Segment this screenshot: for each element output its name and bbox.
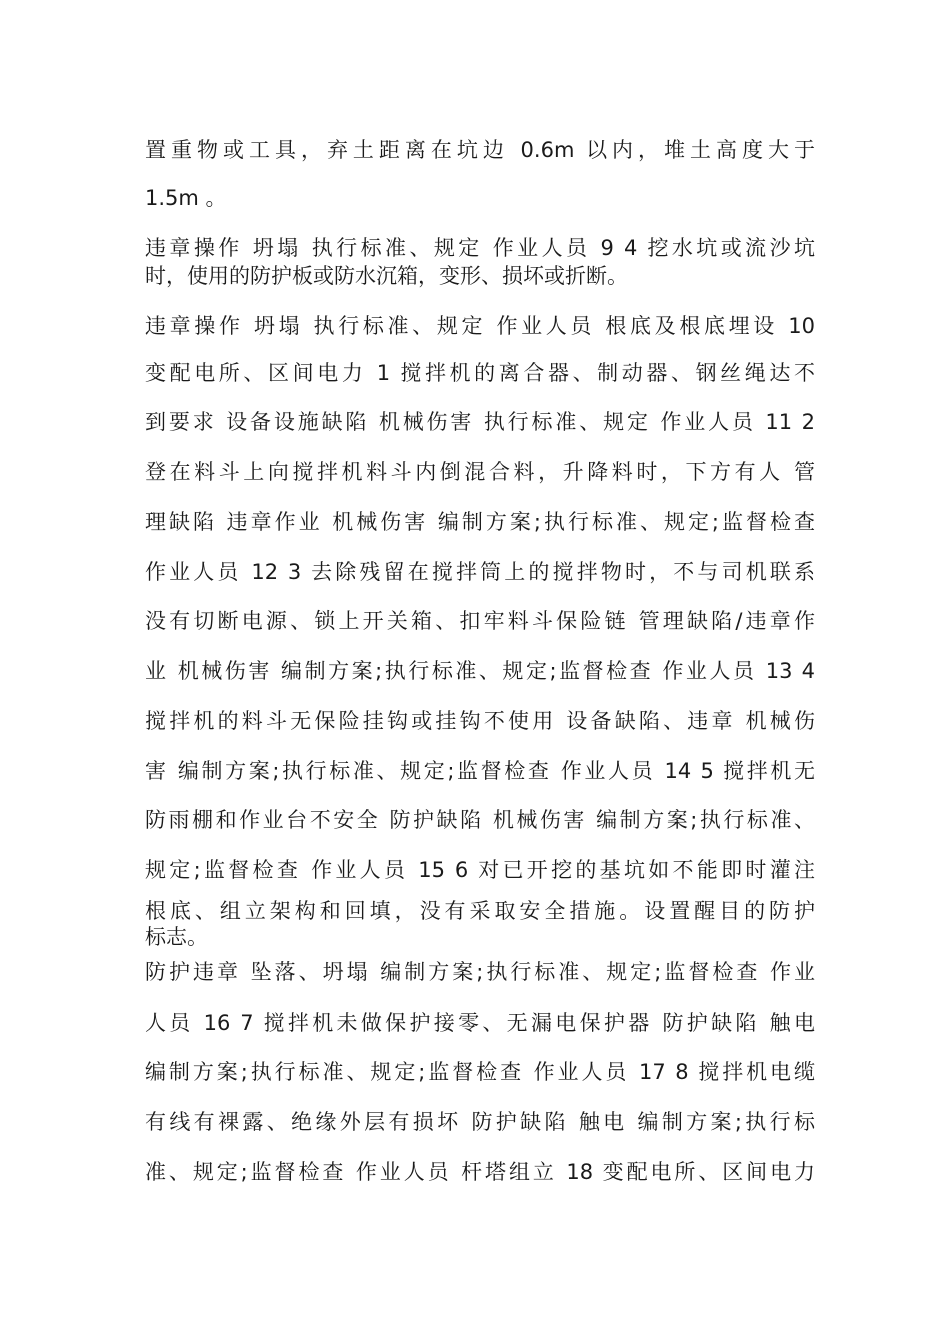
text-line-22: 有线有裸露、绝缘外层有损坏 防护缺陷 触电 编制方案;执行标	[145, 1110, 815, 1134]
text-line-4: 时，使用的防护板或防水沉箱，变形、损坏或折断。	[145, 264, 628, 288]
text-line-16: 规定;监督检查 作业人员 15 6 对已开挖的基坑如不能即时灌注	[145, 858, 815, 882]
text-line-21: 编制方案;执行标准、规定;监督检查 作业人员 17 8 搅拌机电缆	[145, 1060, 815, 1084]
text-line-11: 没有切断电源、锁上开关箱、扣牢料斗保险链 管理缺陷/违章作	[145, 609, 815, 633]
text-line-6: 变配电所、区间电力 1 搅拌机的离合器、制动器、钢丝绳达不	[145, 361, 815, 385]
text-line-8: 登在料斗上向搅拌机料斗内倒混合料，升降料时，下方有人 管	[145, 460, 815, 484]
text-line-3: 违章操作 坍塌 执行标准、规定 作业人员 9 4 挖水坑或流沙坑	[145, 236, 815, 260]
text-line-13: 搅拌机的料斗无保险挂钩或挂钩不使用 设备缺陷、违章 机械伤	[145, 709, 815, 733]
text-line-15: 防雨棚和作业台不安全 防护缺陷 机械伤害 编制方案;执行标准、	[145, 808, 815, 832]
text-line-12: 业 机械伤害 编制方案;执行标准、规定;监督检查 作业人员 13 4	[145, 659, 815, 683]
text-line-10: 作业人员 12 3 去除残留在搅拌筒上的搅拌物时，不与司机联系	[145, 560, 815, 584]
text-line-1: 置重物或工具，弃土距离在坑边 0.6m 以内，堆土高度大于	[145, 138, 815, 162]
text-line-17: 根底、组立架构和回填，没有采取安全措施。设置醒目的防护	[145, 899, 815, 923]
text-line-23: 准、规定;监督检查 作业人员 杆塔组立 18 变配电所、区间电力	[145, 1160, 815, 1184]
text-line-14: 害 编制方案;执行标准、规定;监督检查 作业人员 14 5 搅拌机无	[145, 759, 815, 783]
text-line-9: 理缺陷 违章作业 机械伤害 编制方案;执行标准、规定;监督检查	[145, 510, 815, 534]
text-line-19: 防护违章 坠落、坍塌 编制方案;执行标准、规定;监督检查 作业	[145, 960, 815, 984]
text-line-5: 违章操作 坍塌 执行标准、规定 作业人员 根底及根底埋设 10	[145, 314, 815, 338]
text-line-2: 1.5m 。	[145, 186, 227, 210]
text-line-7: 到要求 设备设施缺陷 机械伤害 执行标准、规定 作业人员 11 2	[145, 410, 815, 434]
text-line-20: 人员 16 7 搅拌机未做保护接零、无漏电保护器 防护缺陷 触电	[145, 1011, 815, 1035]
text-line-18: 标志。	[145, 925, 208, 949]
